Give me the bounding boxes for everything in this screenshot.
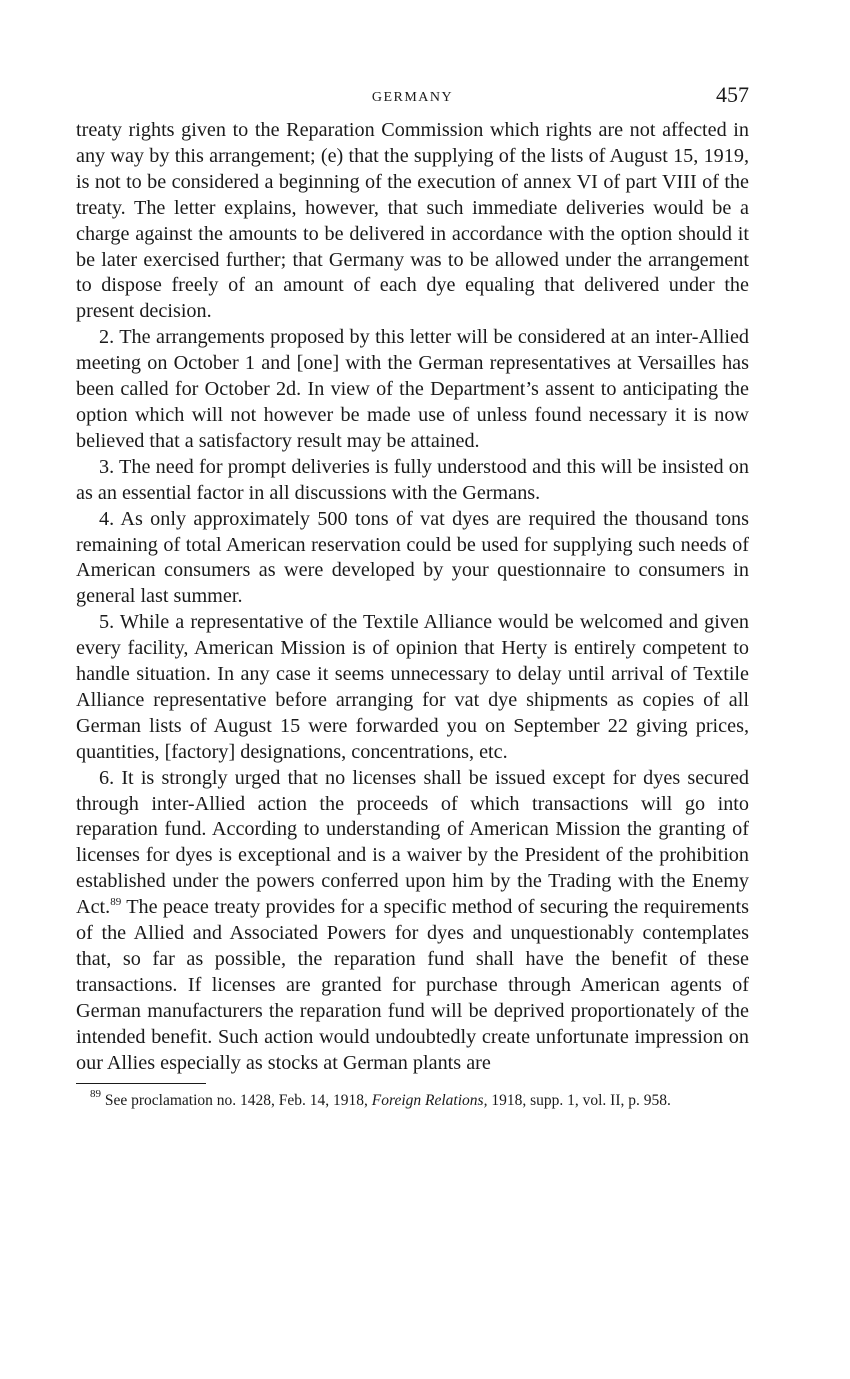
footnote-reference[interactable]: 89: [110, 896, 122, 909]
page-number: 457: [716, 82, 749, 107]
page-header: [76, 82, 749, 118]
footnote-rule: [76, 1083, 206, 1084]
paragraph-2: 2. The arrangements proposed by this letter will be considered at an inter-Allied meeting on October 1 and [one] with the German representatives at Versailles has been called for October 2d. In view of the Department’s assent to anticipating the option which will not however be made use of unless found necessary it is now believed that a satisfactory result may be attained.: [76, 326, 749, 452]
paragraph-3: 3. The need for prompt deliveries is fully understood and this will be insisted on as an essential factor in all discussions with the Germans.: [76, 455, 749, 504]
paragraph-6-text-after: The peace treaty provides for a specific method of securing the requirements of the Allied and Associated Powers for dyes and unquestionably contemplates that, so far as possible, the reparation fund shall have the benefit of these transactions. If licenses are granted for purchase through American agents of German manufacturers the reparation fund will be deprived proportionately of the intended benefit. Such action would undoubtedly create unfortunate impression on our Allies especially as stocks at German plants are: [76, 896, 749, 1074]
body-text: [76, 118, 749, 1077]
footnote: [76, 1087, 749, 1110]
footnote-marker: 89: [90, 1087, 101, 1100]
footnote-text-after: 1918, supp. 1, vol. II, p. 958.: [487, 1091, 671, 1109]
paragraph-4: 4. As only approximately 500 tons of vat dyes are required the thousand tons remaining of total American reservation could be used for supplying such needs of American consumers as were developed by your questionnaire to consumers in general last summer.: [76, 507, 749, 608]
footnote-text-before: See proclamation no. 1428, Feb. 14, 1918,: [101, 1091, 372, 1109]
running-head: GERMANY: [371, 90, 454, 105]
paragraph-6-text-before: 6. It is strongly urged that no licenses shall be issued except for dyes secured through inter-Allied action the proceeds of which transactions will go into reparation fund. According to understanding of American Mission the granting of licenses for dyes is exceptional and is a waiver by the President of the prohibition established under the powers conferred upon him by the Trading with the Enemy Act.: [76, 766, 749, 919]
paragraph-continued: treaty rights given to the Reparation Commission which rights are not affected in any way by this arrangement; (e) that the supplying of the lists of August 15, 1919, is not to be considered a beginning of the execution of annex VI of part VIII of the treaty. The letter explains, however, that such immediate deliveries would be a charge against the amounts to be delivered in accordance with the option should it be later exercised further; that Germany was to be allowed under the arrangement to dispose freely of an amount of each dye equaling that delivered under the present decision.: [76, 119, 749, 323]
paragraph-6: [76, 766, 749, 1077]
paragraph-5: 5. While a representative of the Textile Alliance would be welcomed and given every facility, American Mission is of opinion that Herty is entirely competent to handle situation. In any case it seems unnecessary to delay until arrival of Textile Alliance representative before arranging for vat dye shipments as copies of all German lists of August 15 were forwarded you on September 22 giving prices, quantities, [factory] designations, concentrations, etc.: [76, 611, 749, 763]
footnote-title: Foreign Relations,: [371, 1091, 488, 1109]
document-page: [76, 82, 749, 1110]
